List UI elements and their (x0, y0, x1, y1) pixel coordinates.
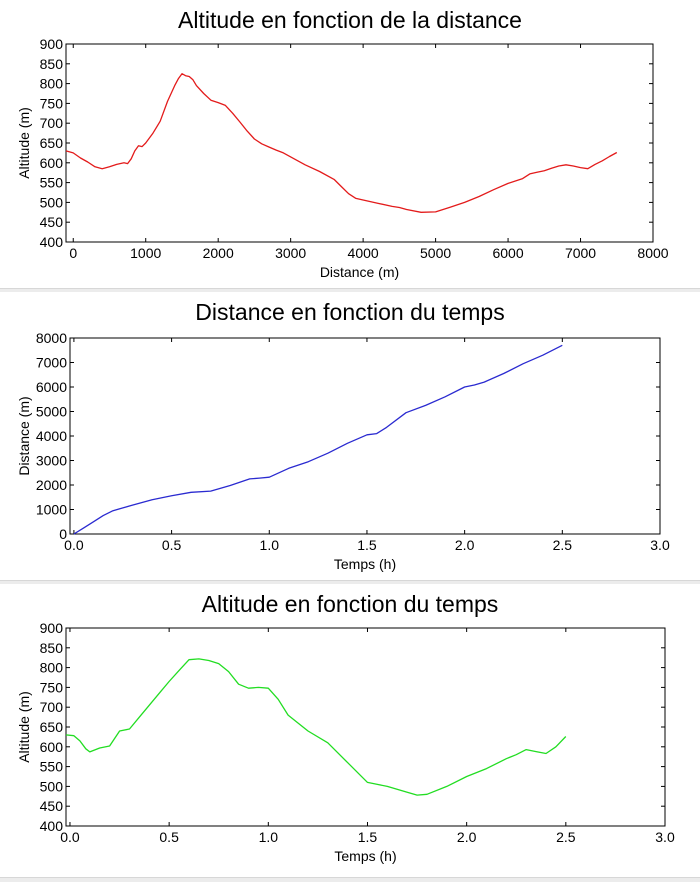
y-tick-label: 600 (39, 738, 63, 755)
y-tick-label: 900 (39, 620, 63, 636)
x-tick-label: 1.0 (258, 829, 279, 845)
y-tick-label: 2000 (35, 477, 67, 493)
chart-altitude-distance (0, 0, 700, 288)
x-axis-label: Temps (h) (334, 848, 397, 864)
x-tick-label: 1.5 (357, 537, 377, 553)
chart-title: Altitude en fonction de la distance (178, 7, 522, 33)
y-tick-label: 450 (39, 214, 63, 231)
x-axis-label: Temps (h) (333, 556, 397, 572)
y-tick-label: 500 (39, 778, 63, 795)
y-tick-label: 400 (39, 234, 63, 250)
x-tick-label: 3.0 (655, 829, 675, 845)
y-tick-label: 5000 (35, 403, 67, 420)
x-tick-label: 0.5 (159, 829, 179, 845)
y-tick-label: 700 (39, 699, 63, 716)
chart-title: Distance en fonction du temps (195, 299, 505, 325)
x-tick-label: 0 (69, 245, 78, 261)
x-tick-label: 2000 (202, 245, 234, 261)
chart-title: Altitude en fonction du temps (201, 591, 499, 617)
x-tick-label: 2.0 (454, 537, 475, 553)
chart-distance-time (0, 292, 700, 580)
chart-panel-altitude-distance (0, 0, 700, 288)
y-tick-label: 6000 (35, 379, 67, 395)
x-tick-label: 3000 (275, 245, 307, 261)
y-axis-label: Altitude (m) (16, 107, 32, 179)
y-tick-label: 850 (39, 55, 63, 72)
x-tick-label: 2.5 (556, 829, 576, 845)
bottom-border (0, 877, 700, 882)
plot-area (66, 628, 665, 826)
y-tick-label: 750 (39, 95, 63, 112)
y-tick-label: 450 (39, 798, 63, 815)
y-tick-label: 850 (39, 639, 63, 656)
y-tick-label: 400 (39, 818, 63, 834)
y-tick-label: 0 (59, 526, 67, 542)
y-tick-label: 600 (39, 154, 63, 171)
y-tick-label: 7000 (35, 354, 67, 371)
x-tick-label: 7000 (564, 245, 597, 261)
y-tick-label: 4000 (35, 428, 67, 444)
y-tick-label: 700 (39, 115, 63, 132)
x-tick-label: 4000 (347, 245, 379, 261)
y-tick-label: 500 (39, 194, 63, 211)
plot-area (66, 44, 653, 242)
chart-panel-distance-time (0, 292, 700, 580)
y-tick-label: 750 (39, 679, 63, 696)
y-tick-label: 3000 (35, 452, 67, 469)
y-tick-label: 900 (39, 36, 63, 52)
x-tick-label: 3.0 (650, 537, 670, 553)
y-tick-label: 650 (39, 135, 63, 151)
x-tick-label: 2.5 (552, 537, 573, 553)
x-axis-label: Distance (m) (319, 264, 400, 280)
x-tick-label: 6000 (492, 245, 524, 261)
y-tick-label: 8000 (35, 330, 67, 346)
x-tick-label: 5000 (420, 245, 452, 261)
y-tick-label: 800 (39, 659, 63, 676)
y-tick-label: 650 (39, 719, 63, 735)
y-axis-label: Distance (m) (16, 396, 32, 476)
x-tick-label: 1000 (130, 245, 162, 261)
y-tick-label: 550 (39, 758, 63, 775)
chart-altitude-time (0, 584, 700, 877)
y-tick-label: 550 (39, 174, 63, 191)
x-tick-label: 2.0 (456, 829, 477, 845)
x-tick-label: 1.5 (357, 829, 378, 845)
chart-panel-altitude-time (0, 584, 700, 877)
y-tick-label: 1000 (35, 501, 67, 518)
x-tick-label: 8000 (637, 245, 669, 261)
x-tick-label: 0.0 (64, 537, 84, 553)
x-tick-label: 1.0 (259, 537, 280, 553)
x-tick-label: 0.5 (161, 537, 182, 553)
y-tick-label: 800 (39, 75, 63, 92)
y-axis-label: Altitude (m) (16, 691, 32, 763)
x-tick-label: 0.0 (60, 829, 80, 845)
